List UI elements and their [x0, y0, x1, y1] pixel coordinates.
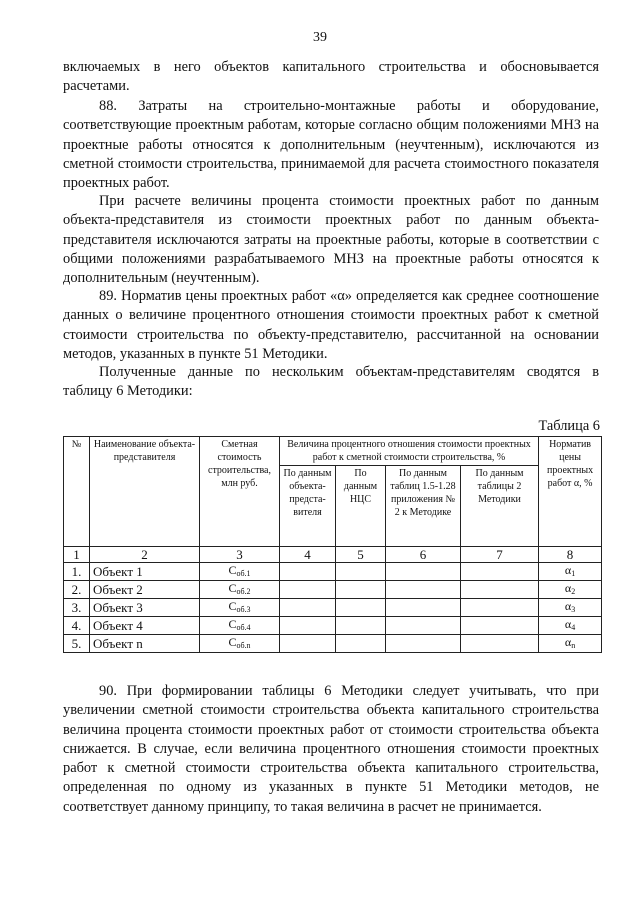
row-num: 1. [64, 563, 90, 581]
column-number: 7 [461, 547, 539, 563]
header-percent-group: Величина процентного отношения стоимости проектных работ к сметной стоимости строительства, % [280, 437, 539, 466]
header-norm: Норматив цены проектных работ α, % [539, 437, 602, 547]
header-name: Наименование объекта-представителя [90, 437, 200, 547]
page-number: 39 [313, 30, 327, 45]
paragraph-89-continued: Полученные данные по нескольким объектам-представителям сводятся в таблицу 6 Методики: [63, 364, 599, 400]
column-number: 6 [386, 547, 461, 563]
column-number: 1 [64, 547, 90, 563]
table-caption: Таблица 6 [538, 418, 600, 434]
table-row [64, 617, 602, 635]
row-alpha: $\alpha_n$ [539, 635, 602, 653]
header-sub-ncs: По данным НЦС [336, 466, 386, 547]
paragraph-continuation: включаемых в него объектов капитального строительства и обосновывается расчетами. [63, 59, 599, 95]
column-number: 8 [539, 547, 602, 563]
table-header-row [64, 437, 602, 466]
row-num: 5. [64, 635, 90, 653]
row-name: Объект n [90, 635, 200, 653]
paragraph-88-continued: При расчете величины процента стоимости проектных работ по данным объекта-представителя из стоимости проектных работ по данным объекта-представителя исключаются затраты на проектные работы, которые в соответствии с общими положениями разрабатываемого МНЗ на проектные работы относятся к дополнительным (неучтенным). [63, 193, 599, 287]
row-name: Объект 4 [90, 617, 200, 635]
header-sub-representative: По данным объекта-предста-вителя [280, 466, 336, 547]
header-sub-tables: По данным таблиц 1.5-1.28 приложения № 2 к Методике [386, 466, 461, 547]
table-6 [63, 436, 602, 653]
row-alpha: $\alpha_2$ [539, 581, 602, 599]
paragraph-89: 89. Норматив цены проектных работ «α» определяется как среднее соотношение данных о величине процентного отношения стоимости проектных работ к сметной стоимости строительства по объекту-представителю, рассчитанной на основании методов, указанных в пункте 51 Методики. [63, 288, 599, 362]
row-num: 4. [64, 617, 90, 635]
row-alpha: $\alpha_3$ [539, 599, 602, 617]
column-number: 4 [280, 547, 336, 563]
row-cost: $C_{об.3}$ [200, 599, 280, 617]
row-alpha: $\alpha_4$ [539, 617, 602, 635]
paragraph-90: 90. При формировании таблицы 6 Методики следует учитывать, что при увеличении сметной стоимости строительства объекта капитального строительства величина процента стоимости проектных работ от стоимости строительства объекта снижается. В случае, если величина процентного отношения стоимости проектных работ к сметной стоимости строительства объекта капитального строительства, определенная по одному из указанных в пункте 51 Методики методов, не соответствует данному принципу, то такая величина в расчет не принимается. [63, 683, 599, 815]
row-name: Объект 2 [90, 581, 200, 599]
header-sub-table2: По данным таблицы 2 Методики [461, 466, 539, 547]
column-number: 3 [200, 547, 280, 563]
table-row [64, 599, 602, 617]
paragraph-88: 88. Затраты на строительно-монтажные работы и оборудование, соответствующие проектным работам, которые согласно общим положениями МНЗ на проектные работы относятся к дополнительным (неучтенным), исключаются из сметной стоимости строительства, принимаемой для расчета стоимостного показателя проектных работ. [63, 98, 599, 192]
table-row [64, 635, 602, 653]
row-num: 3. [64, 599, 90, 617]
row-name: Объект 1 [90, 563, 200, 581]
row-name: Объект 3 [90, 599, 200, 617]
row-cost: $C_{об.2}$ [200, 581, 280, 599]
row-cost: $C_{об.n}$ [200, 635, 280, 653]
row-num: 2. [64, 581, 90, 599]
row-cost: $C_{об.4}$ [200, 617, 280, 635]
header-cost: Сметная стоимость строительства, млн руб. [200, 437, 280, 547]
column-number: 5 [336, 547, 386, 563]
row-cost: $C_{об.1}$ [200, 563, 280, 581]
column-number-row [64, 547, 602, 563]
table-row [64, 563, 602, 581]
header-num: № [64, 437, 90, 547]
row-alpha: $\alpha_1$ [539, 563, 602, 581]
table-row [64, 581, 602, 599]
column-number: 2 [90, 547, 200, 563]
